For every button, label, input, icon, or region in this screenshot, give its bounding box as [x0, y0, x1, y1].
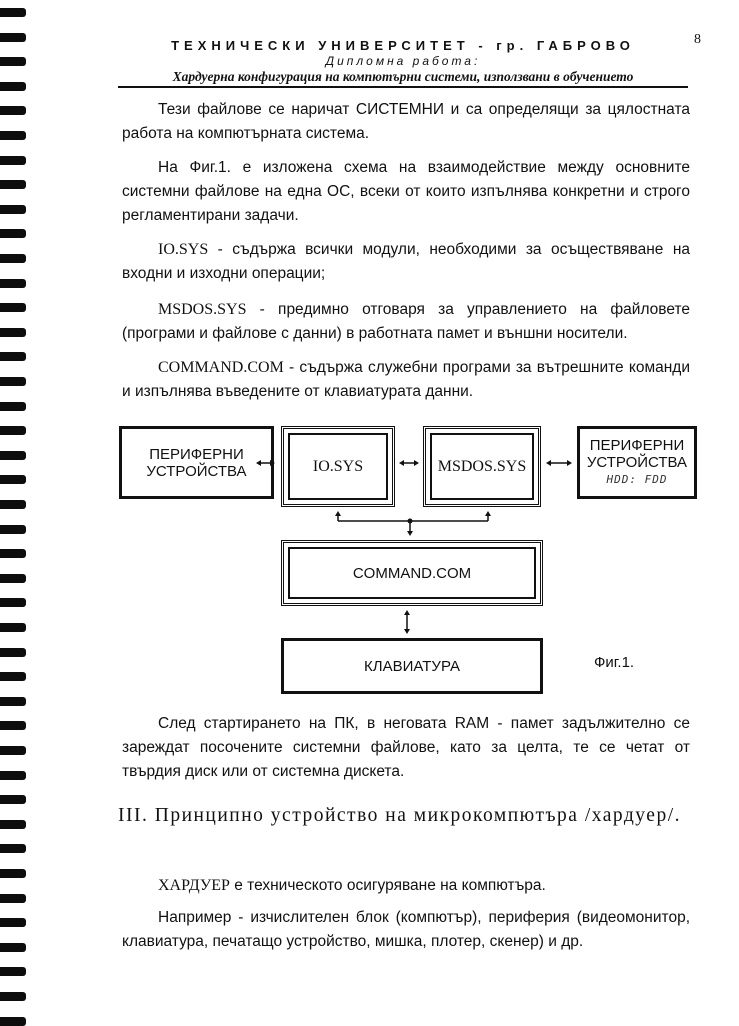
page-number: 8: [694, 32, 701, 47]
keyboard-label: КЛАВИАТУРА: [364, 657, 460, 675]
paragraph-system-files: Тези файлове се наричат СИСТЕМНИ и са определящи за цялостната работа на компютърната система.: [122, 101, 690, 142]
paragraph-hardware-definition: [122, 874, 690, 898]
figure-caption: Фиг.1.: [594, 654, 635, 671]
term-msdos-sys: MSDOS.SYS: [158, 301, 247, 318]
peripherals-right-line1: ПЕРИФЕРНИ: [589, 437, 685, 454]
peripherals-right-line2: УСТРОЙСТВА: [586, 454, 688, 471]
io-sys-label: IO.SYS: [312, 457, 364, 475]
term-io-sys: IO.SYS: [158, 241, 209, 258]
paragraph-hardware-examples: Например - изчислителен блок (компютър), периферия (видеомонитор, клавиатура, печатащо устройство, мишка, плотер, скенер) и др.: [122, 909, 690, 950]
peripherals-left-line2: УСТРОЙСТВА: [146, 462, 247, 480]
term-command-com: COMMAND.COM: [158, 359, 284, 376]
command-com-label: COMMAND.COM: [352, 564, 472, 582]
term-hardware: ХАРДУЕР: [158, 877, 230, 894]
io-sys-description: - съдържа всички модули, необходими за осъществяване на входни и изходни операции;: [122, 241, 690, 282]
handwritten-note: HDD: FDD: [606, 473, 668, 486]
peripherals-left-line1: ПЕРИФЕРНИ: [149, 445, 244, 463]
hardware-description: е техническото осигуряване на компютъра.: [229, 877, 546, 894]
thesis-label: Дипломна работа:: [325, 54, 481, 68]
paragraph-ram-loading: След стартирането на ПК, в неговата RAM - памет задължително се зареждат посочените системни файлове, като за целта, те се четат от твърдия диск или от системна дискета.: [122, 715, 690, 780]
thesis-subject: Хардуерна конфигурация на компютърни системи, използвани в обучението: [118, 69, 688, 88]
section-heading: III. Принципно устройство на микрокомпютъра /хардуер/.: [118, 805, 681, 826]
msdos-sys-description: - предимно отговаря за управлението на файловете (програми и файлове с данни) в работната памет и външни носители.: [122, 301, 690, 342]
university-name: ТЕХНИЧЕСКИ УНИВЕРСИТЕТ - гр. ГАБРОВО: [171, 38, 635, 53]
paragraph-figure-intro: На Фиг.1. е изложена схема на взаимодействие между основните системни файлове на една ОС, всеки от които изпълнява конкретни и строго регламентирани задачи.: [122, 159, 690, 224]
msdos-sys-label: MSDOS.SYS: [437, 457, 527, 475]
command-com-description: - съдържа служебни програми за вътрешните команди и изпълнява въведените от клавиатурата данни.: [122, 359, 690, 400]
